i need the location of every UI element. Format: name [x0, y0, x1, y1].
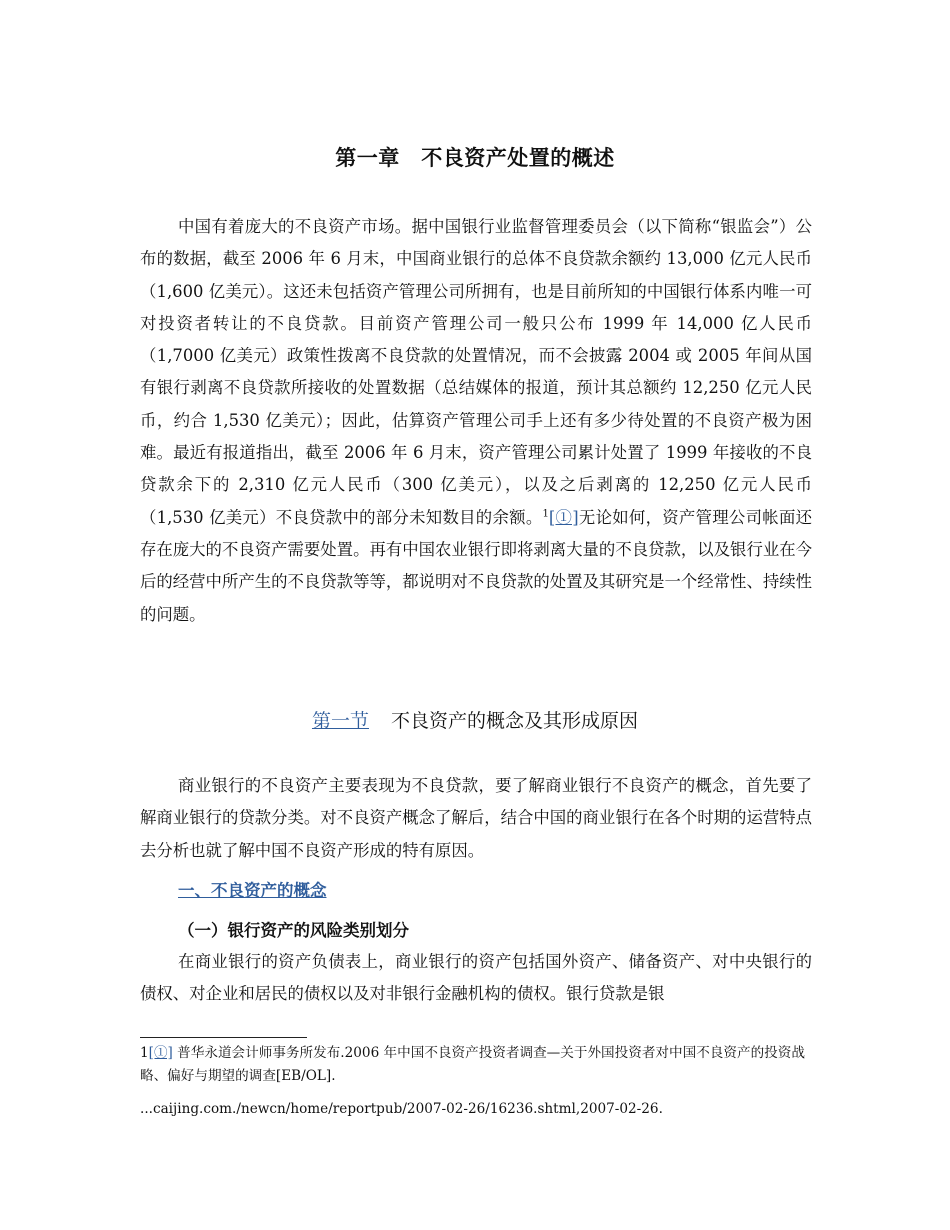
- footnote-reference-link[interactable]: [①]: [548, 507, 579, 527]
- chapter-title: 第一章 不良资产处置的概述: [335, 146, 615, 170]
- intro-text-part2: 无论如何，资产管理公司帐面还存在庞大的不良资产需要处置。再有中国农业银行即将剥离大量的不良贷款，以及银行业在今后的经营中所产生的不良贷款等等，都说明对不良贷款的处置及其研究是一个经常性、持续性的问题。: [140, 507, 813, 624]
- subsubsection-heading: （一）银行资产的风险类别划分: [178, 921, 409, 940]
- section-heading: [0, 706, 950, 733]
- footnote-superscript: 1: [542, 508, 549, 520]
- subsubsection-paragraph: 在商业银行的资产负债表上，商业银行的资产包括国外资产、储备资产、对中央银行的债权、对企业和居民的债权以及对非银行金融机构的债权。银行贷款是银: [140, 952, 812, 1004]
- intro-text-part1: 中国有着庞大的不良资产市场。据中国银行业监督管理委员会（以下简称“银监会”）公布的数据，截至 2006 年 6 月末，中国商业银行的总体不良贷款余额约 13,000 亿元人民币（1,600 亿美元）。这还未包括资产管理公司所拥有，也是目前所知的中国银行体系内唯一可对投资者转让的不良贷款。目前资产管理公司一般只公布 1999 年 14,000 亿人民币（1,7000 亿美元）政策性拨离不良贷款的处置情况，而不会披露 2004 或 2005 年间从国有银行剥离不良贷款所接收的处置数据（总结媒体的报道，预计其总额约 12,250 亿元人民币，约合 1,530 亿美元）；因此，估算资产管理公司手上还有多少待处置的不良资产极为困难。最近有报道指出，截至 2006 年 6 月末，资产管理公司累计处置了 1999 年接收的不良贷款余下的 2,310 亿元人民币（300 亿美元），以及之后剥离的 12,250 亿元人民币（1,530 亿美元）不良贷款中的部分未知数目的余额。: [140, 217, 812, 527]
- footnote-text: 普华永道会计师事务所发布.2006 年中国不良资产投资者调查—关于外国投资者对中国不良资产的投资战略、偏好与期望的调查[EB/OL].: [140, 1045, 805, 1084]
- footnote-url: ...caijing.com./newcn/home/reportpub/2007-02-26/16236.shtml,2007-02-26.: [140, 1101, 663, 1117]
- intro-paragraph: [140, 211, 812, 631]
- footnote-entry: [140, 1042, 815, 1088]
- footnote-number: 1: [140, 1045, 149, 1061]
- section-number-link[interactable]: 第一节: [311, 710, 369, 732]
- section-intro-paragraph: 商业银行的不良资产主要表现为不良贷款，要了解商业银行不良资产的概念，首先要了解商业银行的贷款分类。对不良资产概念了解后，结合中国的商业银行在各个时期的运营特点去分析也就了解中国不良资产形成的特有原因。: [140, 776, 813, 860]
- subsection-heading-link[interactable]: 一、不良资产的概念: [178, 881, 327, 900]
- footnote-separator: [140, 1037, 307, 1038]
- section-title: 不良资产的概念及其形成原因: [391, 710, 639, 732]
- footnote-backlink[interactable]: [①]: [148, 1045, 173, 1061]
